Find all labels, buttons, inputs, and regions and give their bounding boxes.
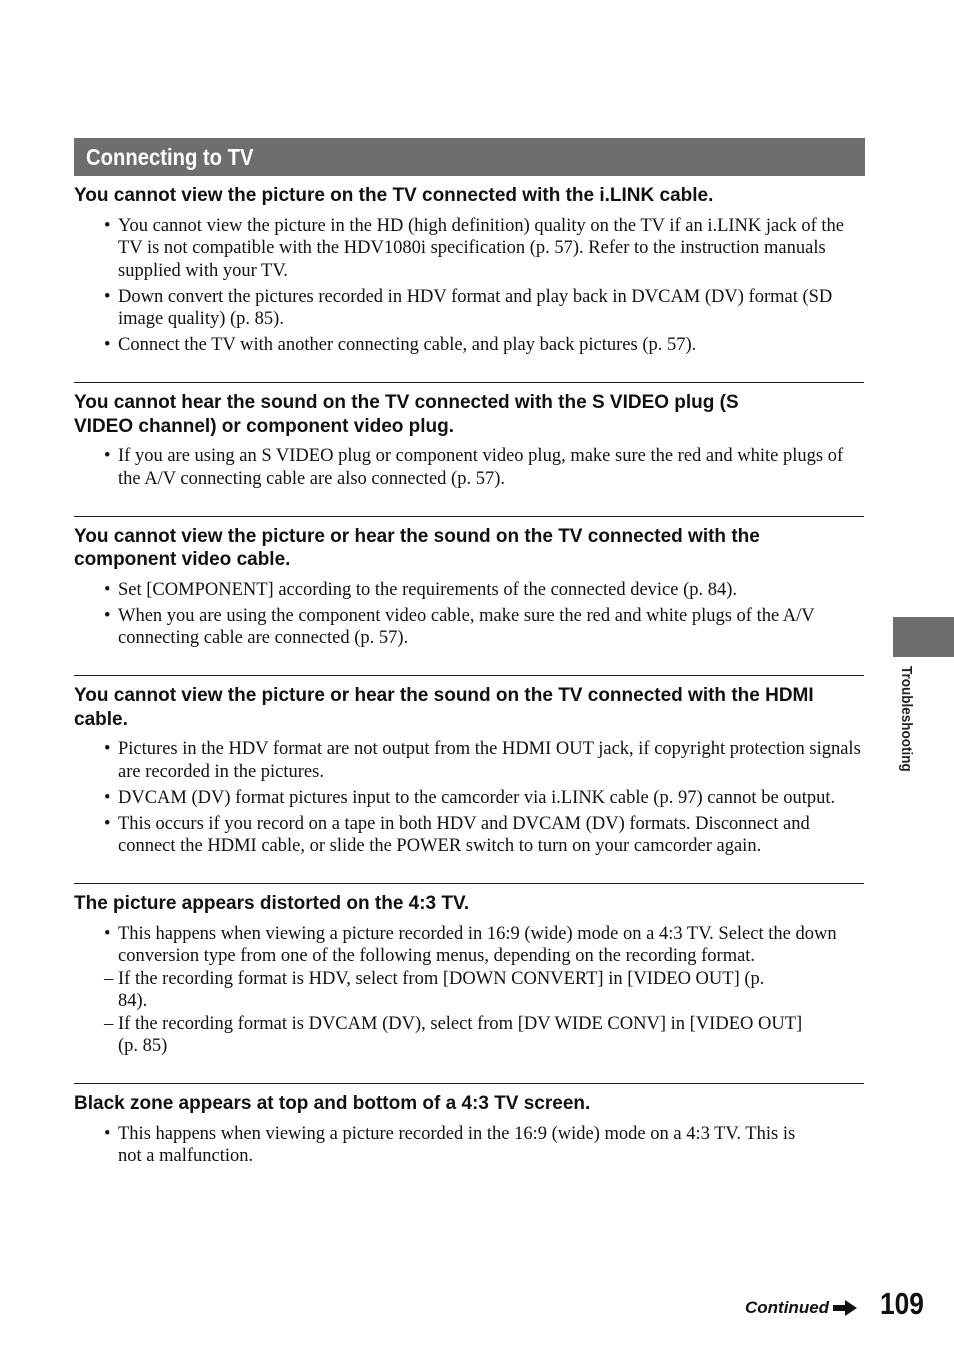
page-number: 109	[880, 1286, 924, 1321]
solution-item: • DVCAM (DV) format pictures input to the camcorder via i.LINK cable (p. 97) cannot be output.	[118, 787, 864, 810]
solution-item: • If you are using an S VIDEO plug or component video plug, make sure the red and white plugs of the A/V connecting cable are also connected (p. 57).	[118, 445, 864, 490]
sub-item-text: If the recording format is HDV, select from [DOWN CONVERT] in [VIDEO OUT] (p. 84).	[118, 968, 765, 1011]
right-arrow-icon	[833, 1300, 857, 1316]
solution-list	[74, 1123, 864, 1168]
solution-list	[74, 923, 864, 1058]
solution-list	[74, 579, 864, 650]
sub-item-text: If the recording format is DVCAM (DV), select from [DV WIDE CONV] in [VIDEO OUT] (p. 85)	[118, 1013, 803, 1056]
issue-heading: The picture appears distorted on the 4:3 TV.	[74, 893, 470, 914]
solution-item	[104, 923, 864, 1058]
issue-block-hdmi	[74, 676, 864, 884]
solution-list	[74, 445, 864, 490]
issue-block-component	[74, 517, 864, 677]
chapter-tab	[893, 617, 954, 657]
solution-list	[74, 738, 864, 858]
section-title: Connecting to TV	[86, 143, 254, 170]
troubleshooting-content	[74, 184, 864, 1171]
chapter-label	[895, 666, 919, 806]
solution-item: • Set [COMPONENT] according to the requirements of the connected device (p. 84).	[118, 579, 864, 602]
solution-item: • Connect the TV with another connecting cable, and play back pictures (p. 57).	[118, 334, 864, 357]
solution-text: This happens when viewing a picture recorded in 16:9 (wide) mode on a 4:3 TV. Select the down conversion type from one of the following menus, depending on the recording format.	[118, 923, 837, 966]
issue-block-distorted	[74, 884, 864, 1084]
section-title-bar	[74, 138, 865, 176]
issue-heading: You cannot view the picture or hear the sound on the TV connected with the component video cable.	[74, 525, 760, 570]
solution-item: • Down convert the pictures recorded in HDV format and play back in DVCAM (DV) format (SD image quality) (p. 85).	[118, 286, 864, 331]
sub-item	[104, 1013, 864, 1058]
issue-heading: You cannot hear the sound on the TV connected with the S VIDEO plug (S VIDEO channel) or component video plug.	[74, 392, 739, 437]
dash-marker: –	[104, 968, 114, 989]
sub-item	[104, 968, 864, 1013]
dash-marker: –	[104, 1013, 114, 1034]
issue-block-ilink	[74, 184, 864, 383]
issue-heading: You cannot view the picture or hear the sound on the TV connected with the HDMI cable.	[74, 685, 814, 730]
chapter-label-text: Troubleshooting	[898, 666, 915, 772]
solution-item: • When you are using the component video cable, make sure the red and white plugs of the A/V connecting cable are connected (p. 57).	[118, 605, 864, 650]
issue-block-black-zone	[74, 1084, 864, 1168]
solution-list	[74, 215, 864, 357]
issue-heading: Black zone appears at top and bottom of a 4:3 TV screen.	[74, 1093, 591, 1114]
continued-text: Continued	[745, 1298, 830, 1317]
continued-indicator	[745, 1298, 857, 1318]
solution-item: • You cannot view the picture in the HD (high definition) quality on the TV if an i.LINK jack of the TV is not compatible with the HDV1080i specification (p. 57). Refer to the instruction manuals supplied with your TV.	[118, 215, 864, 283]
solution-item: • This happens when viewing a picture recorded in the 16:9 (wide) mode on a 4:3 TV. This is not a malfunction.	[118, 1123, 798, 1168]
issue-heading: You cannot view the picture on the TV connected with the i.LINK cable.	[74, 185, 714, 206]
issue-block-svideo	[74, 383, 864, 517]
solution-item: • Pictures in the HDV format are not output from the HDMI OUT jack, if copyright protection signals are recorded in the pictures.	[118, 738, 864, 783]
solution-item: • This occurs if you record on a tape in both HDV and DVCAM (DV) formats. Disconnect and connect the HDMI cable, or slide the POWER switch to turn on your camcorder again.	[118, 813, 864, 858]
